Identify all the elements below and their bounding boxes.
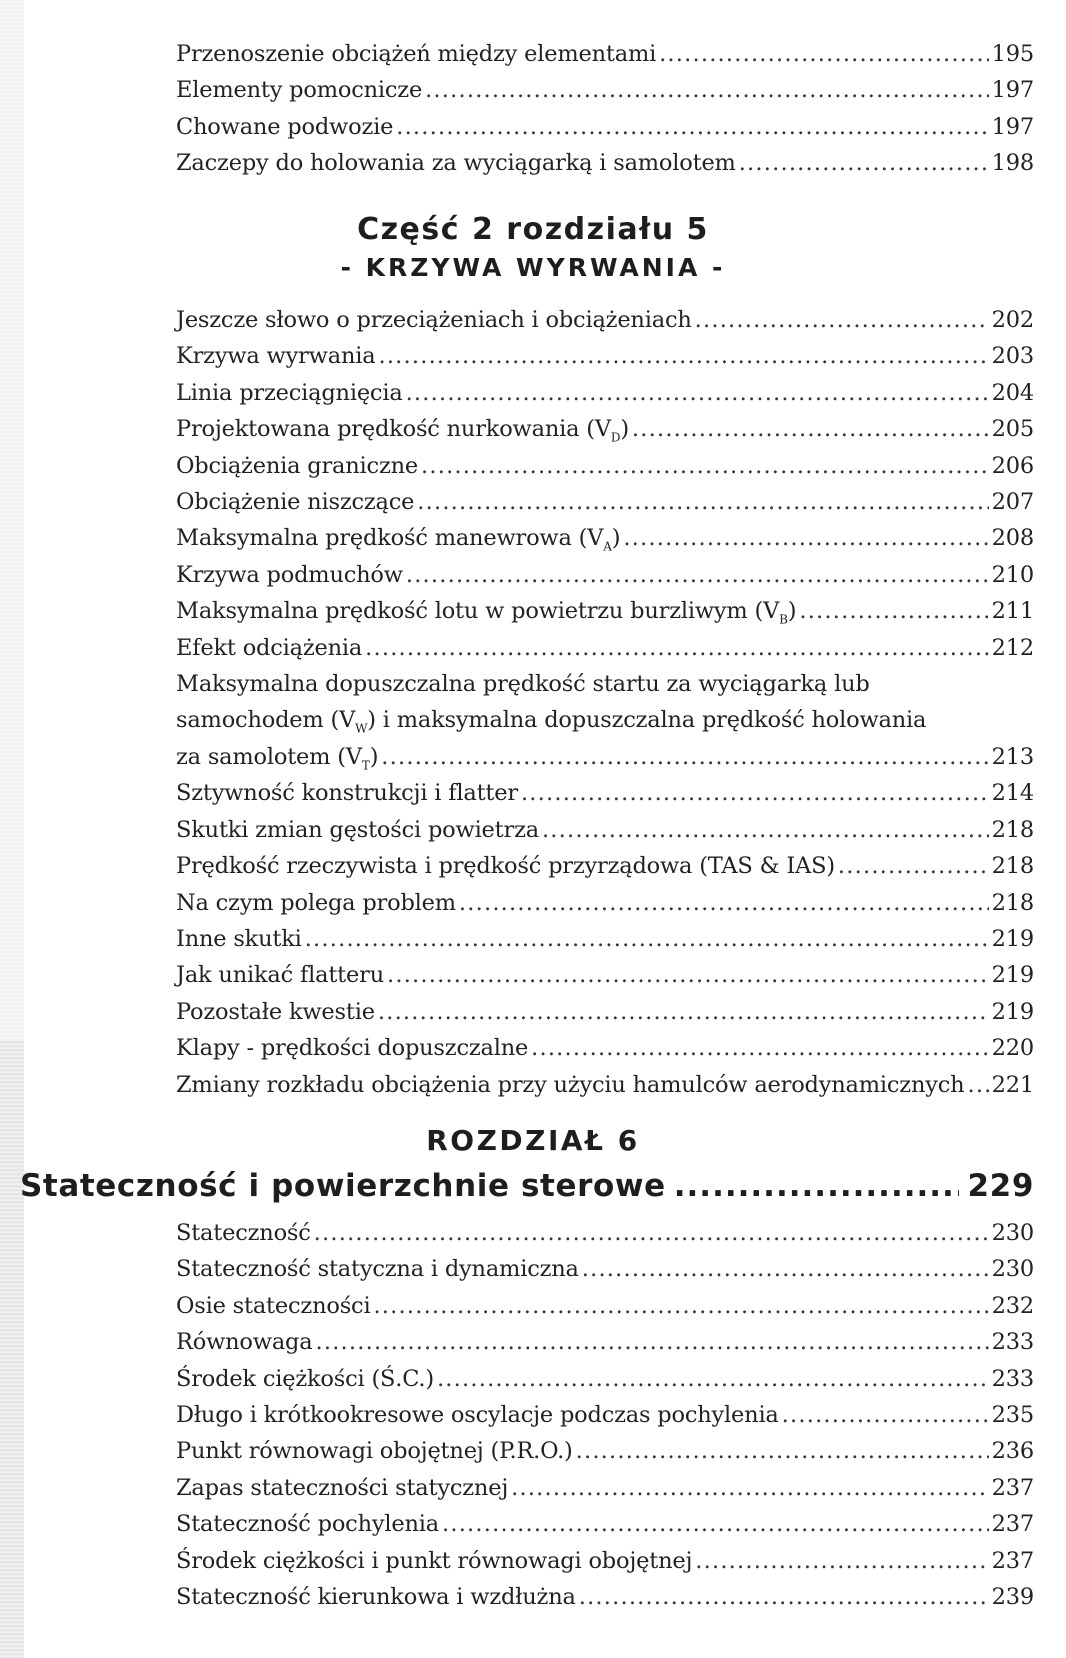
toc-entry-title: Stateczność statyczna i dynamiczna bbox=[176, 1256, 579, 1283]
leader-dots bbox=[838, 848, 989, 884]
toc-entry-title: Linia przeciągnięcia bbox=[176, 379, 403, 406]
leader-dots bbox=[406, 375, 989, 411]
toc-entry-title: Stateczność kierunkowa i wzdłużna bbox=[176, 1584, 576, 1611]
toc-entry-page: 218 bbox=[991, 853, 1034, 880]
leader-dots bbox=[739, 145, 989, 181]
toc-entry-page: 197 bbox=[991, 113, 1034, 140]
toc-entry-title: Zapas stateczności statycznej bbox=[176, 1474, 509, 1501]
text: za samolotem (V bbox=[176, 743, 362, 770]
toc-entry-page: 211 bbox=[991, 598, 1034, 625]
leader-dots bbox=[315, 1324, 988, 1360]
leader-dots bbox=[421, 448, 989, 484]
text: ) bbox=[369, 743, 379, 770]
subscript: B bbox=[779, 612, 788, 627]
leader-dots bbox=[417, 484, 988, 520]
toc-entry-title: Jak unikać flatteru bbox=[176, 962, 384, 989]
leader-dots bbox=[674, 1168, 960, 1204]
toc-entry-page: 213 bbox=[991, 743, 1034, 770]
toc-entry-title: Zaczepy do holowania za wyciągarką i samolotem bbox=[176, 150, 736, 177]
toc-entry[interactable] bbox=[176, 1470, 1034, 1506]
leader-dots bbox=[425, 72, 989, 108]
toc-entry-page: 230 bbox=[991, 1256, 1034, 1283]
toc-entry-page: 198 bbox=[991, 150, 1034, 177]
leader-dots bbox=[782, 1397, 989, 1433]
part-heading: Część 2 rozdziału 5 bbox=[357, 212, 709, 247]
leader-dots bbox=[396, 109, 988, 145]
subscript: T bbox=[361, 758, 370, 773]
toc-entry-title: Na czym polega problem bbox=[176, 889, 456, 916]
toc-entry[interactable] bbox=[176, 72, 1034, 108]
toc-entry-title bbox=[176, 411, 629, 447]
text: ) i maksymalna dopuszczalna prędkość holowania bbox=[367, 707, 927, 734]
toc-entry[interactable] bbox=[176, 848, 1034, 884]
toc-entry[interactable] bbox=[176, 411, 1034, 447]
toc-entry[interactable] bbox=[176, 1361, 1034, 1397]
leader-dots bbox=[406, 557, 989, 593]
toc-entry-title bbox=[176, 520, 620, 556]
toc-section-part2 bbox=[176, 302, 1034, 1103]
toc-entry-page: 233 bbox=[991, 1365, 1034, 1392]
leader-dots bbox=[373, 1288, 988, 1324]
toc-entry-page: 230 bbox=[991, 1220, 1034, 1246]
toc-entry-page: 204 bbox=[991, 379, 1034, 406]
leader-dots bbox=[511, 1470, 989, 1506]
leader-dots bbox=[387, 957, 989, 993]
toc-entry-page: 233 bbox=[991, 1329, 1034, 1356]
toc-entry-title-close: ) bbox=[787, 598, 797, 625]
part-subheading: - KRZYWA WYRWANIA - bbox=[340, 253, 726, 282]
toc-entry[interactable] bbox=[176, 1067, 1034, 1103]
toc-entry[interactable] bbox=[176, 448, 1034, 484]
scan-edge-top bbox=[0, 0, 24, 1040]
toc-entry-title-text: Projektowana prędkość nurkowania (V bbox=[176, 416, 611, 443]
toc-entry-page: 219 bbox=[991, 925, 1034, 952]
toc-entry-title: Punkt równowagi obojętnej (P.R.O.) bbox=[176, 1438, 573, 1465]
toc-entry[interactable] bbox=[176, 145, 1034, 181]
toc-entry-title: Krzywa wyrwania bbox=[176, 343, 376, 370]
toc-entry-page: 208 bbox=[991, 525, 1034, 552]
toc-entry[interactable] bbox=[176, 1251, 1034, 1287]
toc-entry-title: Pozostałe kwestie bbox=[176, 998, 375, 1025]
leader-dots bbox=[799, 593, 988, 629]
toc-entry-page: 206 bbox=[991, 452, 1034, 479]
chapter-title: Stateczność i powierzchnie sterowe bbox=[20, 1168, 666, 1204]
toc-entry-page: 212 bbox=[991, 634, 1034, 661]
toc-entry[interactable] bbox=[176, 1215, 1034, 1251]
toc-entry[interactable] bbox=[176, 375, 1034, 411]
toc-entry-title: Zmiany rozkładu obciążenia przy użyciu hamulców aerodynamicznych bbox=[176, 1071, 965, 1098]
leader-dots bbox=[521, 775, 989, 811]
leader-dots bbox=[623, 520, 988, 556]
toc-entry-title: Obciążenie niszczące bbox=[176, 489, 415, 516]
toc-entry-multiline-line2[interactable] bbox=[176, 702, 1034, 738]
toc-entry[interactable] bbox=[176, 994, 1034, 1030]
toc-entry-page: 232 bbox=[991, 1292, 1034, 1319]
toc-entry-title: Równowaga bbox=[176, 1329, 313, 1356]
toc-entry-page: 235 bbox=[991, 1402, 1034, 1429]
toc-entry[interactable] bbox=[176, 109, 1034, 145]
toc-entry-page: 195 bbox=[991, 41, 1034, 67]
toc-entry-page: 210 bbox=[991, 561, 1034, 588]
toc-entry[interactable] bbox=[176, 1324, 1034, 1360]
toc-entry-title-text: Maksymalna prędkość manewrowa (V bbox=[176, 525, 604, 552]
toc-entry[interactable] bbox=[176, 957, 1034, 993]
toc-entry[interactable] bbox=[176, 484, 1034, 520]
toc-section-chapter6 bbox=[176, 1215, 1034, 1615]
toc-entry-title: Klapy - prędkości dopuszczalne bbox=[176, 1035, 529, 1062]
leader-dots bbox=[967, 1067, 988, 1103]
leader-dots bbox=[305, 921, 989, 957]
toc-entry-title: Inne skutki bbox=[176, 925, 302, 952]
leader-dots bbox=[381, 739, 988, 775]
toc-section-top bbox=[176, 36, 1034, 182]
toc-entry[interactable] bbox=[176, 302, 1034, 338]
chapter-label: ROZDZIAŁ 6 bbox=[426, 1124, 640, 1157]
toc-entry-title: Sztywność konstrukcji i flatter bbox=[176, 780, 518, 807]
toc-entry-page: 219 bbox=[991, 962, 1034, 989]
toc-entry-title: Przenoszenie obciążeń między elementami bbox=[176, 41, 657, 67]
toc-entry-title: Osie stateczności bbox=[176, 1292, 371, 1319]
toc-entry-multiline-line3[interactable] bbox=[176, 739, 1034, 775]
toc-entry-page: 221 bbox=[991, 1071, 1034, 1098]
toc-entry-title bbox=[176, 739, 378, 775]
leader-dots bbox=[531, 1030, 989, 1066]
toc-entry[interactable] bbox=[176, 1030, 1034, 1066]
toc-entry-title: Elementy pomocnicze bbox=[176, 77, 423, 104]
toc-entry-page: 218 bbox=[991, 889, 1034, 916]
leader-dots bbox=[378, 338, 988, 374]
toc-entry[interactable] bbox=[176, 1288, 1034, 1324]
toc-entry-page: 237 bbox=[991, 1474, 1034, 1501]
toc-entry[interactable] bbox=[176, 1506, 1034, 1542]
toc-entry-page: 205 bbox=[991, 416, 1034, 443]
toc-entry-title-close: ) bbox=[611, 525, 621, 552]
leader-dots bbox=[576, 1433, 989, 1469]
leader-dots bbox=[542, 812, 989, 848]
leader-dots bbox=[582, 1251, 989, 1287]
toc-entry[interactable] bbox=[176, 593, 1034, 629]
toc-entry-title: Jeszcze słowo o przeciążeniach i obciążeniach bbox=[176, 307, 692, 333]
leader-dots bbox=[632, 411, 989, 447]
toc-entry-title: Stateczność pochylenia bbox=[176, 1511, 439, 1538]
toc-entry-page: 214 bbox=[991, 780, 1034, 807]
toc-entry-title: Chowane podwozie bbox=[176, 113, 394, 140]
toc-entry[interactable] bbox=[176, 1433, 1034, 1469]
toc-entry-title: Prędkość rzeczywista i prędkość przyrządowa (TAS & IAS) bbox=[176, 853, 835, 880]
toc-entry[interactable] bbox=[176, 775, 1034, 811]
toc-entry-multiline-line1[interactable]: Maksymalna dopuszczalna prędkość startu za wyciągarką lub bbox=[176, 671, 870, 698]
toc-entry-title: Krzywa podmuchów bbox=[176, 561, 403, 588]
toc-entry-title: Efekt odciążenia bbox=[176, 634, 363, 661]
leader-dots bbox=[695, 1543, 988, 1579]
toc-entry-title: Stateczność bbox=[176, 1220, 311, 1246]
toc-entry[interactable] bbox=[176, 1579, 1034, 1615]
toc-entry-page: 197 bbox=[991, 77, 1034, 104]
leader-dots bbox=[314, 1215, 989, 1251]
toc-entry-title: Środek ciężkości i punkt równowagi obojętnej bbox=[176, 1547, 693, 1574]
toc-entry[interactable] bbox=[176, 338, 1034, 374]
toc-entry-page: 239 bbox=[991, 1584, 1034, 1611]
leader-dots bbox=[579, 1579, 989, 1615]
toc-entry-page: 218 bbox=[991, 816, 1034, 843]
toc-entry-title: Skutki zmian gęstości powietrza bbox=[176, 816, 539, 843]
toc-entry[interactable] bbox=[176, 557, 1034, 593]
chapter-title-entry[interactable] bbox=[20, 1168, 1034, 1204]
toc-entry-title bbox=[176, 593, 796, 629]
toc-entry-page: 237 bbox=[991, 1547, 1034, 1574]
leader-dots bbox=[695, 302, 989, 338]
text: samochodem (V bbox=[176, 707, 356, 734]
toc-entry[interactable] bbox=[176, 1543, 1034, 1579]
leader-dots bbox=[365, 630, 989, 666]
toc-entry-title: Długo i krótkookresowe oscylacje podczas pochylenia bbox=[176, 1402, 779, 1429]
toc-entry-page: 237 bbox=[991, 1511, 1034, 1538]
toc-entry-title: Środek ciężkości (Ś.C.) bbox=[176, 1365, 434, 1392]
toc-entry[interactable] bbox=[176, 921, 1034, 957]
leader-dots bbox=[459, 885, 989, 921]
subscript: D bbox=[610, 430, 621, 445]
toc-entry-page: 219 bbox=[991, 998, 1034, 1025]
toc-entry[interactable] bbox=[176, 812, 1034, 848]
toc-entry[interactable] bbox=[176, 1397, 1034, 1433]
subscript: A bbox=[603, 539, 612, 554]
chapter-page: 229 bbox=[967, 1168, 1034, 1204]
toc-entry-page: 207 bbox=[991, 489, 1034, 516]
toc-entry-title-close: ) bbox=[620, 416, 629, 443]
leader-dots bbox=[437, 1361, 989, 1397]
toc-entry[interactable] bbox=[176, 36, 1034, 72]
toc-entry-page: 236 bbox=[991, 1438, 1034, 1465]
toc-entry[interactable] bbox=[176, 885, 1034, 921]
toc-entry[interactable] bbox=[176, 520, 1034, 556]
toc-entry[interactable] bbox=[176, 630, 1034, 666]
leader-dots bbox=[378, 994, 989, 1030]
leader-dots bbox=[659, 36, 989, 72]
toc-entry-page: 202 bbox=[991, 307, 1034, 333]
toc-entry-page: 203 bbox=[991, 343, 1034, 370]
toc-entry-page: 220 bbox=[991, 1035, 1034, 1062]
toc-entry-title-text: Maksymalna prędkość lotu w powietrzu burzliwym (V bbox=[176, 598, 780, 625]
toc-entry-title: Obciążenia graniczne bbox=[176, 452, 419, 479]
leader-dots bbox=[442, 1506, 989, 1542]
subscript: W bbox=[355, 721, 368, 736]
